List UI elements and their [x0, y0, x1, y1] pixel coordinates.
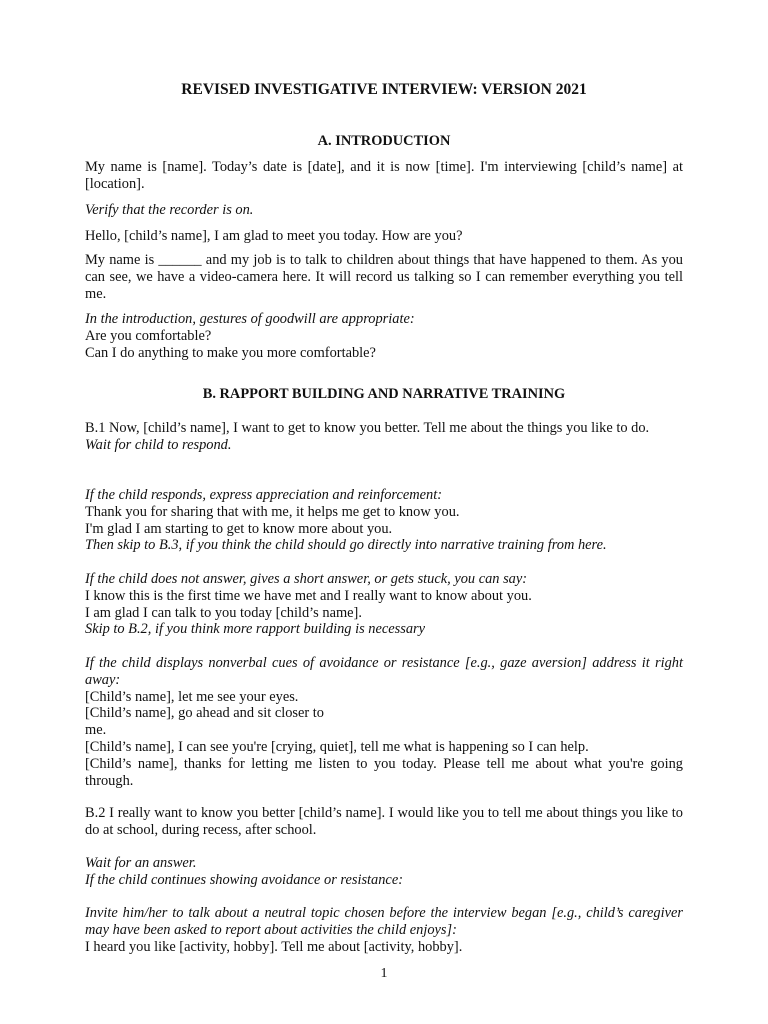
avoidance-line: [Child’s name], let me see your eyes.	[85, 688, 299, 705]
document-page	[85, 0, 683, 1024]
job-paragraph: My name is ______ and my job is to talk to children about things that have happened to them. As you can see, we have a video-camera here. It will record us talking so I can remember everything you tell me.	[85, 252, 683, 302]
greeting-paragraph: Hello, [child’s name], I am glad to meet you today. How are you?	[85, 228, 463, 244]
section-a-heading: A. INTRODUCTION	[317, 133, 451, 149]
response-block	[85, 487, 683, 554]
goodwill-block	[85, 311, 683, 361]
b1-prompt: B.1 Now, [child’s name], I want to get to know you better. Tell me about the things you like to do.	[85, 420, 650, 436]
invite-note: Invite him/her to talk about a neutral topic chosen before the interview began [e.g., child’s caregiver may have been asked to report about activities the child enjoys]:	[85, 905, 683, 938]
intro-paragraph: My name is [name]. Today’s date is [date], and it is now [time]. I'm interviewing [child’s name] at [location].	[85, 159, 683, 192]
invite-line: I heard you like [activity, hobby]. Tell me about [activity, hobby].	[85, 938, 463, 955]
b2-note: If the child continues showing avoidance or resistance:	[85, 871, 403, 888]
avoidance-block	[85, 655, 683, 789]
b2-note: Wait for an answer.	[85, 855, 197, 871]
no-answer-block	[85, 571, 683, 638]
document-title: REVISED INVESTIGATIVE INTERVIEW: VERSION 2021	[181, 81, 587, 98]
response-note: If the child responds, express appreciation and reinforcement:	[85, 487, 443, 503]
no-answer-note: Skip to B.2, if you think more rapport building is necessary	[85, 621, 426, 638]
no-answer-note: If the child does not answer, gives a short answer, or gets stuck, you can say:	[85, 571, 528, 587]
goodwill-line: Are you comfortable?	[85, 327, 212, 344]
b1-block	[85, 420, 683, 454]
goodwill-line: Can I do anything to make you more comfortable?	[85, 344, 376, 361]
avoidance-line: [Child’s name], go ahead and sit closer to	[85, 705, 324, 722]
avoidance-line: [Child’s name], thanks for letting me listen to you today. Please tell me about what you're going through.	[85, 755, 683, 789]
no-answer-line: I know this is the first time we have met and I really want to know about you.	[85, 587, 532, 604]
avoidance-line: me.	[85, 722, 107, 739]
b2-prompt: B.2 I really want to know you better [child’s name]. I would like you to tell me about things you like to do at school, during recess, after school.	[85, 805, 683, 838]
recorder-instruction: Verify that the recorder is on.	[85, 202, 254, 218]
goodwill-note: In the introduction, gestures of goodwill are appropriate:	[85, 311, 415, 327]
page-number: 1	[380, 966, 388, 981]
response-note: Then skip to B.3, if you think the child should go directly into narrative training from here.	[85, 537, 607, 554]
section-b-heading: B. RAPPORT BUILDING AND NARRATIVE TRAINING	[202, 386, 566, 402]
response-line: Thank you for sharing that with me, it helps me get to know you.	[85, 503, 460, 520]
avoidance-note: If the child displays nonverbal cues of avoidance or resistance [e.g., gaze aversion] address it right away:	[85, 655, 683, 688]
b2-notes	[85, 855, 683, 889]
response-line: I'm glad I am starting to get to know more about you.	[85, 520, 393, 537]
avoidance-line: [Child’s name], I can see you're [crying, quiet], tell me what is happening so I can help.	[85, 738, 589, 755]
invite-block	[85, 905, 683, 955]
b1-note: Wait for child to respond.	[85, 436, 232, 453]
no-answer-line: I am glad I can talk to you today [child’s name].	[85, 604, 362, 621]
